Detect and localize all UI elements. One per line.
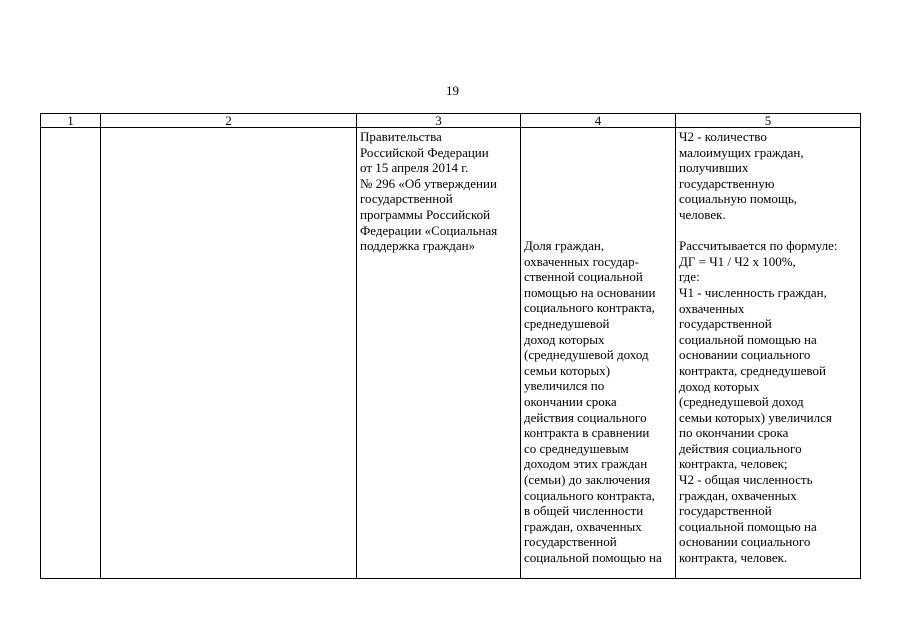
document-table	[40, 113, 861, 579]
legal-basis-text: Правительства Российской Федерации от 15 апреля 2014 г. № 296 «Об утверждении государственной программы Российской Федерации «Социальная поддержка граждан»	[360, 129, 498, 254]
table-row	[41, 128, 861, 579]
table-header-row	[41, 114, 861, 128]
column-header-2: 2	[101, 114, 357, 128]
formula-description-text: Рассчитывается по формуле: ДГ = Ч1 / Ч2 х 100%, где: Ч1 - численность граждан, охваченных государственной социальной помощью на основании социального контракта, среднедушевой доход которых (среднедушевой доход семьи которых) увеличился по окончании срока действия социального контракта, человек; Ч2 - общая численность граждан, охваченных государственной социальной помощью на основании социального контракта, человек.	[679, 238, 838, 566]
cell-col3	[357, 128, 521, 579]
page-number: 19	[446, 83, 459, 98]
variable-definition-text: Ч2 - количество малоимущих граждан, получивших государственную социальную помощь, человек.	[679, 129, 804, 222]
cell-col1	[41, 128, 101, 579]
cell-col4	[521, 128, 676, 579]
column-header-4: 4	[521, 114, 676, 128]
indicator-name-text: Доля граждан, охваченных государ- ственной социальной помощью на основании социального контракта, среднедушевой доход которых (среднедушевой доход семьи которых) увеличился по окончании срока действия социального контракта в сравнении со среднедушевым доходом этих граждан (семьи) до заключения социального контракта, в общей численности граждан, охваченных государственной социальной помощью на	[524, 238, 662, 565]
column-header-3: 3	[357, 114, 521, 128]
cell-col5	[676, 128, 861, 579]
column-header-5: 5	[676, 114, 861, 128]
cell-col2	[101, 128, 357, 579]
column-header-1: 1	[41, 114, 101, 128]
